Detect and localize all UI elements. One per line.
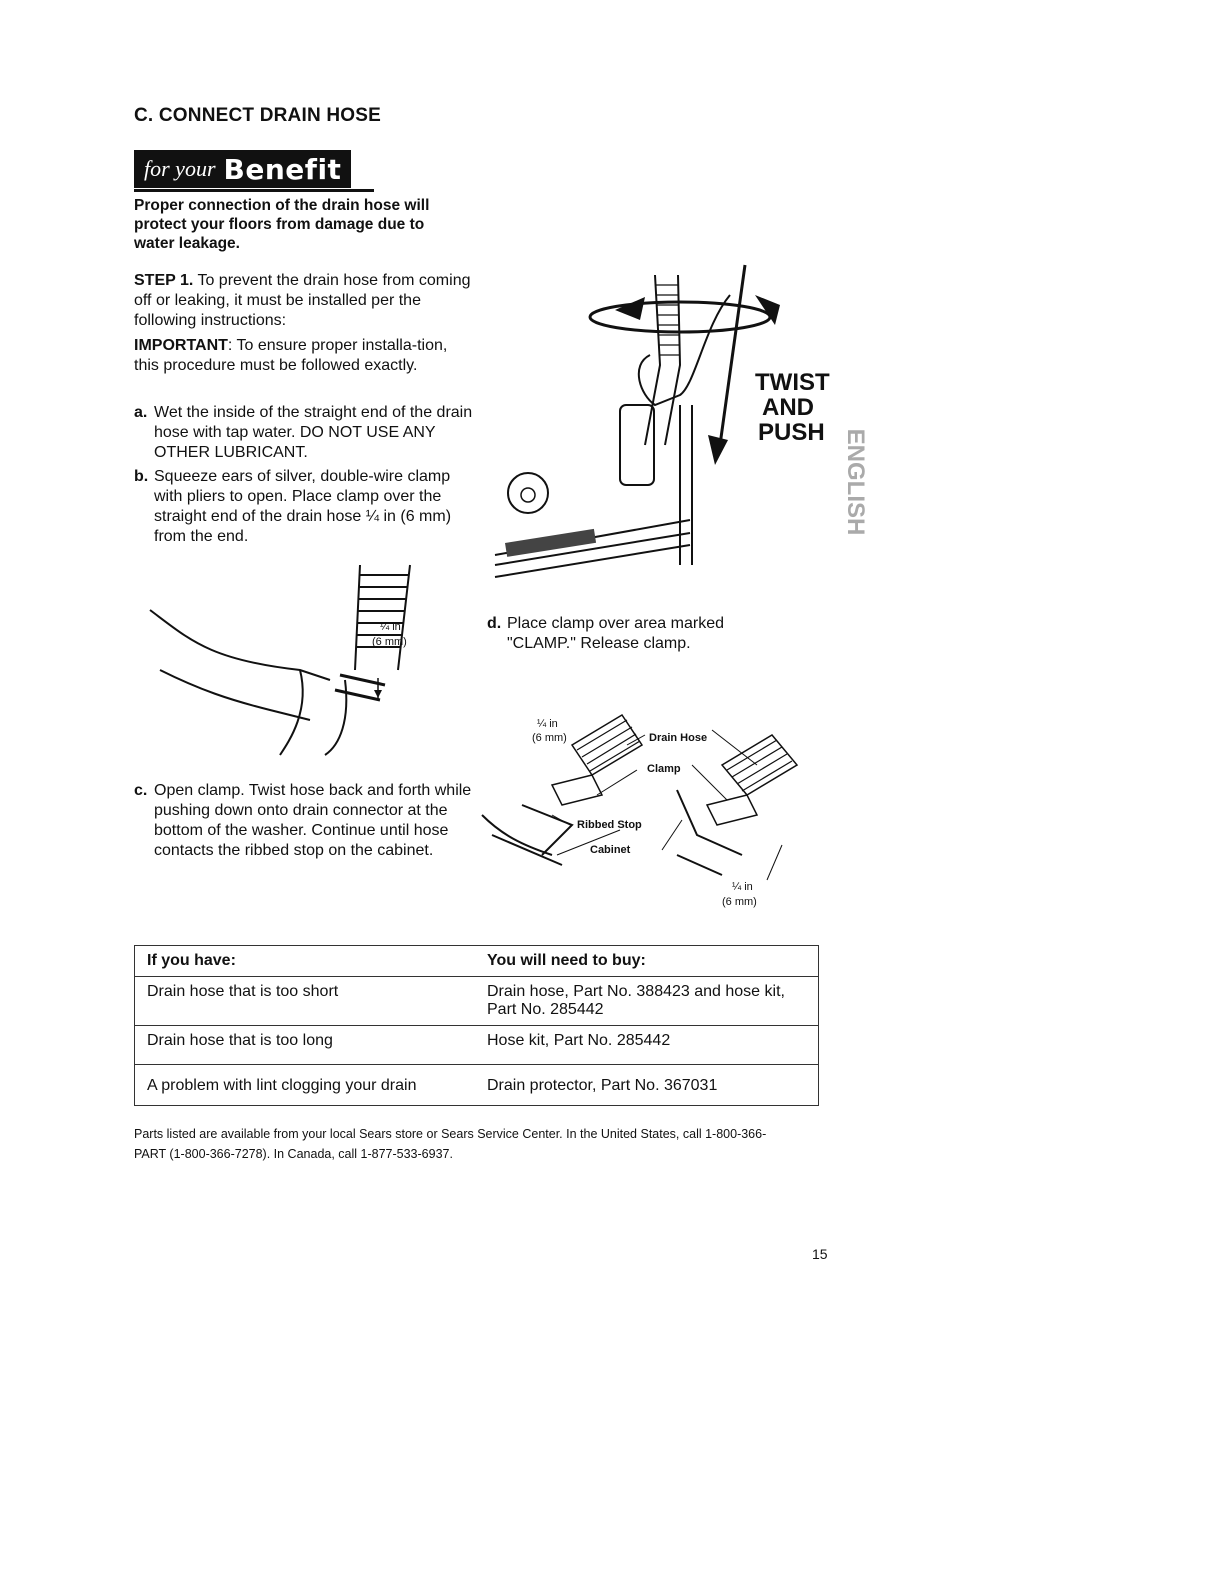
clamp-measure-top-mm: (6 mm): [532, 732, 567, 744]
step-b-letter: b.: [134, 468, 149, 485]
ribbed-stop-label: Ribbed Stop: [577, 819, 642, 831]
page-number: 15: [812, 1246, 828, 1262]
english-language-tab: [836, 392, 869, 572]
table-cell: Hose kit, Part No. 285442: [475, 1026, 819, 1065]
drain-hose-label: Drain Hose: [649, 732, 708, 744]
clamp-measure-bottom-mm: (6 mm): [722, 896, 757, 908]
banner-underline: [134, 189, 374, 192]
table-cell: Drain hose that is too short: [135, 977, 476, 1026]
clamp-position-illustration: [482, 705, 822, 915]
banner-benefit: Benefit: [223, 152, 342, 186]
for-your-benefit-banner: [134, 150, 351, 188]
step-c-text: Open clamp. Twist hose back and forth while pushing down onto drain connector at the bottom of the washer. Continue until hose contacts the ribbed stop on the cabinet.: [154, 782, 472, 859]
parts-availability-note: Parts listed are available from your local Sears store or Sears Service Center. In the United States, call 1-800-366-PART (1-800-366-7278). In Canada, call 1-877-533-6937.: [134, 1127, 767, 1161]
step1-label: STEP 1.: [134, 272, 194, 289]
clamp-measure-bottom-in: ¼ in: [732, 881, 753, 893]
table-header-have: If you have:: [135, 946, 476, 977]
step-a-letter: a.: [134, 404, 148, 421]
push-label: PUSH: [758, 419, 825, 446]
table-cell: Drain protector, Part No. 367031: [487, 1077, 718, 1094]
cabinet-label: Cabinet: [590, 844, 631, 856]
step-d-letter: d.: [487, 615, 502, 632]
step-b: [134, 467, 474, 547]
and-label: AND: [762, 394, 814, 421]
step-d-text: Place clamp over area marked "CLAMP." Release clamp.: [507, 615, 724, 652]
table-header-row: [135, 946, 819, 977]
step-a-text: Wet the inside of the straight end of the drain hose with tap water. DO NOT USE ANY OTHER LUBRICANT.: [154, 404, 473, 461]
clamp-measure-top-in: ¼ in: [537, 718, 558, 730]
step-c: [134, 781, 474, 861]
benefit-text: Proper connection of the drain hose will protect your floors from damage due to water leakage.: [134, 197, 430, 252]
twist-label: TWIST: [755, 369, 830, 396]
step1-text: To prevent the drain hose from coming off or leaking, it must be installed per the following instructions:: [134, 272, 471, 329]
banner-for-your: for your: [144, 156, 216, 181]
section-title: C. CONNECT DRAIN HOSE: [134, 105, 381, 126]
clamp-label: Clamp: [647, 763, 681, 775]
step-c-letter: c.: [134, 782, 148, 799]
twist-and-push-illustration: [480, 265, 860, 595]
table-row: [135, 1065, 819, 1106]
pliers-clamp-illustration: [150, 560, 480, 760]
important-label: IMPORTANT: [134, 337, 228, 354]
step-a: [134, 403, 474, 463]
table-header-buy: You will need to buy:: [475, 946, 819, 977]
step-d: [487, 614, 787, 654]
table-cell: A problem with lint clogging your drain: [147, 1077, 417, 1094]
important-text: : To ensure proper installa-tion, this procedure must be followed exactly.: [134, 337, 448, 374]
pliers-measure-in: ¼ in: [380, 621, 401, 633]
important-paragraph: [134, 336, 474, 376]
parts-table: [134, 945, 819, 1106]
table-row: [135, 1026, 819, 1065]
pliers-measure-mm: (6 mm): [372, 636, 407, 648]
english-tab-label: ENGLISH: [842, 428, 869, 536]
table-row: [135, 977, 819, 1026]
step1-paragraph: [134, 271, 474, 331]
step-b-text: Squeeze ears of silver, double-wire clamp with pliers to open. Place clamp over the straight end of the drain hose ¼ in (6 mm) from the end.: [154, 468, 452, 545]
table-cell: Drain hose, Part No. 388423 and hose kit, Part No. 285442: [475, 977, 819, 1026]
table-cell: Drain hose that is too long: [135, 1026, 476, 1065]
